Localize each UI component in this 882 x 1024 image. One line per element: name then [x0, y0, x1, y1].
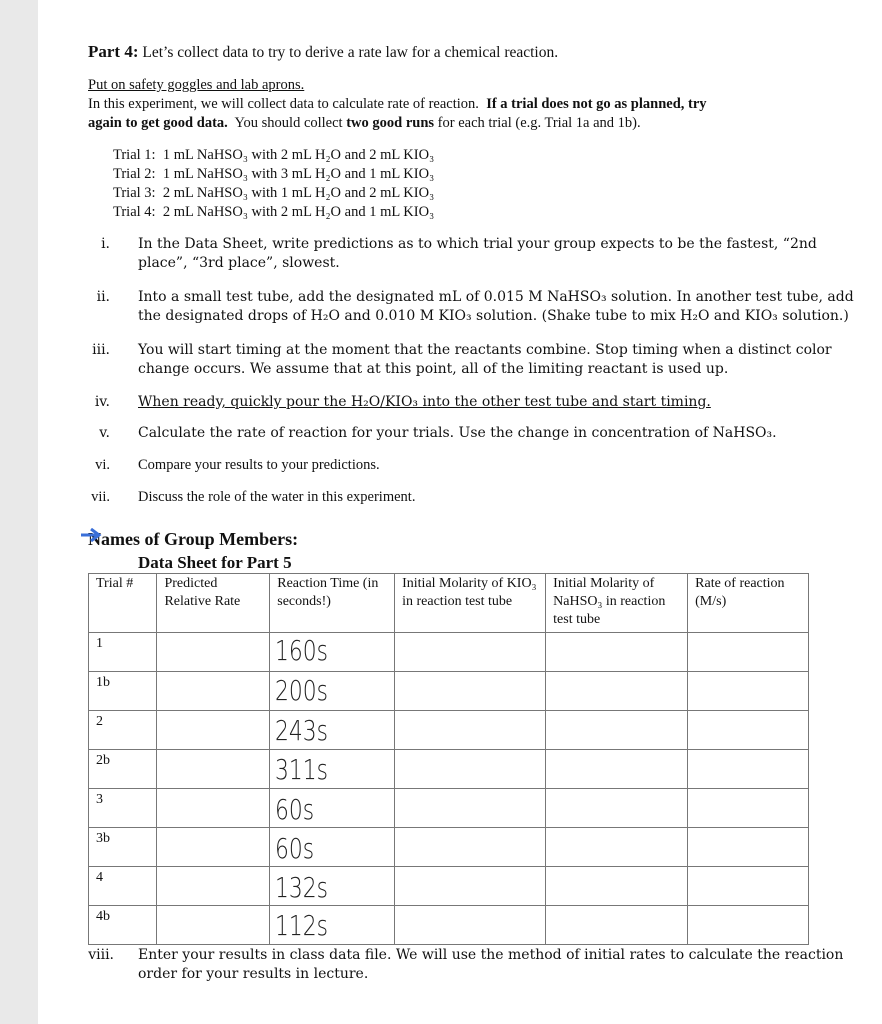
predicted-cell[interactable]: [157, 867, 270, 906]
handwritten-time: 160s: [275, 634, 329, 667]
step-number: i.: [101, 236, 110, 252]
table-row: [89, 750, 809, 789]
group-members-label: Names of Group Members:: [88, 529, 299, 549]
trial-cell: 4: [89, 867, 157, 906]
step-number: viii.: [88, 947, 114, 963]
rate-cell[interactable]: [688, 711, 809, 750]
step-text: Calculate the rate of reaction for your trials. Use the change in concentration of NaHSO₃.: [138, 425, 777, 441]
rate-cell[interactable]: [688, 672, 809, 711]
step-number: iv.: [94, 394, 110, 410]
kio3-cell[interactable]: [395, 750, 546, 789]
table-row: [89, 867, 809, 906]
trial-line: Trial 3: 2 mL NaHSO₃ with 1 mL H₂O and 2 mL KIO₃: [113, 185, 435, 201]
trial-cell: 3b: [89, 828, 157, 867]
predicted-cell[interactable]: [157, 711, 270, 750]
rate-cell[interactable]: [688, 828, 809, 867]
step-text: Compare your results to your predictions.: [138, 457, 380, 473]
trial-cell: 2: [89, 711, 157, 750]
worksheet-page: [38, 0, 882, 1024]
handwritten-time: 311s: [275, 753, 329, 786]
predicted-cell[interactable]: [157, 906, 270, 945]
kio3-cell[interactable]: [395, 906, 546, 945]
step-text: When ready, quickly pour the H₂O/KIO₃ into the other test tube and start timing.: [138, 394, 711, 410]
predicted-cell[interactable]: [157, 633, 270, 672]
step-text: Enter your results in class data file. We will use the method of initial rates to calculate the reaction order for your results in lecture.: [138, 947, 844, 982]
nahso3-cell[interactable]: [546, 867, 688, 906]
trial-cell: 1: [89, 633, 157, 672]
nahso3-cell[interactable]: [546, 711, 688, 750]
rate-cell[interactable]: [688, 633, 809, 672]
step-number: ii.: [96, 289, 110, 305]
step-number: vi.: [95, 457, 110, 473]
step-number: v.: [99, 425, 110, 441]
rate-cell[interactable]: [688, 906, 809, 945]
handwritten-time: 243s: [275, 714, 329, 747]
nahso3-cell[interactable]: [546, 789, 688, 828]
predicted-cell[interactable]: [157, 789, 270, 828]
table-header-row: [89, 574, 809, 633]
kio3-cell[interactable]: [395, 672, 546, 711]
nahso3-cell[interactable]: [546, 750, 688, 789]
part-intro: Let’s collect data to try to derive a rate law for a chemical reaction.: [142, 44, 559, 61]
trial-line: Trial 2: 1 mL NaHSO₃ with 3 mL H₂O and 1 mL KIO₃: [113, 166, 435, 182]
step-text: Into a small test tube, add the designated mL of 0.015 M NaHSO₃ solution. In another test tube, add the designated drops of H₂O and 0.010 M KIO₃ solution. (Shake tube to mix H₂O and KIO₃ solution.): [138, 289, 854, 324]
trial-cell: 3: [89, 789, 157, 828]
paragraph-line-2: [88, 114, 641, 133]
trial-cell: 1b: [89, 672, 157, 711]
safety-note: Put on safety goggles and lab aprons.: [88, 77, 305, 93]
header-nahso3-molarity: Initial Molarity of NaHSO₃ in reaction test tube: [546, 574, 688, 633]
trial-line: Trial 4: 2 mL NaHSO₃ with 2 mL H₂O and 1 mL KIO₃: [113, 204, 435, 220]
predicted-cell[interactable]: [157, 750, 270, 789]
nahso3-cell[interactable]: [546, 672, 688, 711]
rate-cell[interactable]: [688, 750, 809, 789]
handwritten-time: 60s: [275, 793, 315, 826]
handwritten-time: 60s: [275, 832, 315, 865]
nahso3-cell[interactable]: [546, 828, 688, 867]
table-row: [89, 711, 809, 750]
table-row: [89, 633, 809, 672]
nahso3-cell[interactable]: [546, 906, 688, 945]
header-kio3-molarity: Initial Molarity of KIO₃ in reaction test tube: [395, 574, 546, 633]
datasheet-title: Data Sheet for Part 5: [138, 553, 292, 572]
kio3-cell[interactable]: [395, 867, 546, 906]
header-predicted: Predicted Relative Rate: [157, 574, 270, 633]
predicted-cell[interactable]: [157, 672, 270, 711]
kio3-cell[interactable]: [395, 789, 546, 828]
handwritten-time: 132s: [275, 871, 329, 904]
nahso3-cell[interactable]: [546, 633, 688, 672]
header-reaction-time: Reaction Time (in seconds!): [270, 574, 395, 633]
kio3-cell[interactable]: [395, 711, 546, 750]
trial-line: Trial 1: 1 mL NaHSO₃ with 2 mL H₂O and 2 mL KIO₃: [113, 147, 435, 163]
part-label: Part 4:: [88, 42, 139, 61]
data-table: [88, 573, 809, 945]
paragraph-line-1: [88, 95, 707, 114]
header-rate: Rate of reaction (M/s): [688, 574, 809, 633]
table-row: [89, 828, 809, 867]
step-number: vii.: [91, 489, 110, 505]
step-text: You will start timing at the moment that the reactants combine. Stop timing when a distinct color change occurs. We assume that at this point, all of the limiting reactant is used up.: [138, 342, 832, 377]
paragraph-text: In this experiment, we will collect data to calculate rate of reaction.: [88, 96, 479, 112]
handwritten-time: 112s: [275, 909, 329, 942]
trial-cell: 2b: [89, 750, 157, 789]
header-trial: Trial #: [89, 574, 157, 633]
step-text: In the Data Sheet, write predictions as to which trial your group expects to be the fastest, “2nd place”, “3rd place”, slowest.: [138, 236, 817, 271]
paragraph-text: for each trial (e.g. Trial 1a and 1b).: [437, 115, 641, 131]
handwritten-time: 200s: [275, 674, 329, 707]
step-number: iii.: [92, 342, 110, 358]
paragraph-bold: again to get good data.: [88, 115, 228, 131]
paragraph-bold: two good runs: [346, 115, 435, 131]
step-text: Discuss the role of the water in this experiment.: [138, 489, 416, 505]
paragraph-bold: If a trial does not go as planned, try: [486, 96, 707, 112]
kio3-cell[interactable]: [395, 828, 546, 867]
kio3-cell[interactable]: [395, 633, 546, 672]
table-row: [89, 906, 809, 945]
trial-cell: 4b: [89, 906, 157, 945]
table-row: [89, 789, 809, 828]
rate-cell[interactable]: [688, 867, 809, 906]
rate-cell[interactable]: [688, 789, 809, 828]
table-row: [89, 672, 809, 711]
arrow-right-icon: [80, 528, 102, 542]
predicted-cell[interactable]: [157, 828, 270, 867]
paragraph-text: You should collect: [234, 115, 343, 131]
part-heading: [88, 42, 558, 62]
